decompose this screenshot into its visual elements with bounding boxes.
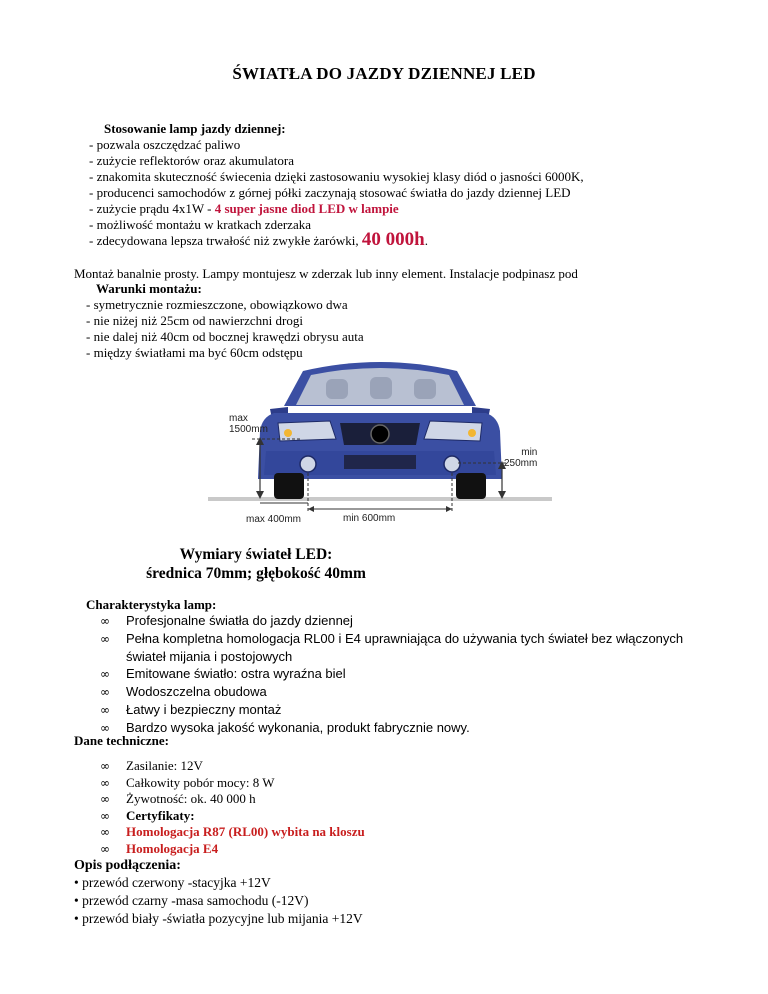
list-item: ∞ Zasilanie: 12V [100,758,203,773]
power-highlight: 4 super jasne diod LED w lampie [214,201,399,216]
bullet-icon: • [74,911,79,926]
car-illustration [208,351,552,535]
dimensions-line2: średnica 70mm; głębokość 40mm [146,565,366,582]
infinity-bullet-icon: ∞ [100,792,110,807]
car-seat [414,379,436,399]
infinity-bullet-icon: ∞ [100,632,110,646]
list-item: - nie dalej niż 40cm od bocznej krawędzi obrysu auta [86,329,364,344]
list-item: - pozwala oszczędzać paliwo [89,137,241,152]
list-item: • przewód biały -światła pozycyjne lub mijania +12V [74,911,363,926]
dimensions-line1: Wymiary świateł LED: [179,546,333,563]
list-item: - między światłami ma być 60cm odstępu [86,345,303,360]
list-item: ∞ Całkowity pobór mocy: 8 W [100,774,275,790]
features-list [100,612,683,737]
label-min-spacing: min 600mm [343,513,396,524]
infinity-bullet-icon: ∞ [100,808,110,823]
car-air-intake [344,455,416,469]
list-item: ∞ Emitowane światło: ostra wyraźna biel [100,666,346,681]
infinity-bullet-icon: ∞ [100,614,110,628]
list-item: • przewód czarny -masa samochodu (-12V) [74,893,309,908]
durability-suffix: . [424,233,428,248]
list-item: ∞ Żywotność: ok. 40 000 h [100,791,256,807]
durability-value: 40 000h [361,229,425,250]
dim-arrow [446,506,452,512]
list-item: - symetrycznie rozmieszczone, obowiązkowo dwa [86,297,348,312]
dim-arrow [308,506,314,512]
list-item-continuation: świateł mijania i postojowych [126,649,293,664]
car-indicator [468,429,476,437]
list-item: - producenci samochodów z górnej półki zaczynają stosować światła do jazdy dziennej LED [89,185,571,200]
list-item: ∞ Homologacja E4 [100,840,219,856]
car-indicator [284,429,292,437]
power-prefix: - zużycie prądu 4x1W - [89,201,215,216]
car-wheel [274,473,304,499]
bullet-icon: • [74,893,79,908]
features-heading: Charakterystyka lamp: [86,597,217,612]
list-item: ∞ Profesjonalne światła do jazdy dziennej [100,613,353,628]
car-seat [370,377,392,399]
bullet-icon: • [74,875,79,890]
car-dimension-figure [208,351,552,535]
infinity-bullet-icon: ∞ [100,759,110,773]
infinity-bullet-icon: ∞ [100,775,110,790]
infinity-bullet-icon: ∞ [100,703,110,717]
durability-prefix: - zdecydowana lepsza trwałość niż zwykłe żarówki, [89,233,362,248]
drl-light-right [444,456,460,472]
tech-heading: Dane techniczne: [74,733,169,748]
car-badge [371,425,389,443]
list-item: - nie niżej niż 25cm od nawierzchni drogi [86,313,303,328]
label-min-height: min 250mm [504,447,538,469]
installation-heading: Warunki montażu: [96,281,202,296]
drl-light-left [300,456,316,472]
list-item-durability [89,229,428,250]
list-item: • przewód czerwony -stacyjka +12V [74,875,271,890]
usage-heading: Stosowanie lamp jazdy dziennej: [104,121,286,136]
wiring-heading: Opis podłączenia: [74,858,181,873]
list-item: ∞ Bardzo wysoka jakość wykonania, produkt fabrycznie nowy. [100,720,470,735]
label-max-height: max 1500mm [229,413,268,435]
infinity-bullet-icon: ∞ [100,685,110,699]
list-item: - znakomita skuteczność świecenia dzięki zastosowaniu wysokiej klasy diód o jasności 6000K, [89,169,584,184]
wiring-list [74,874,363,928]
tech-list [100,758,365,858]
installation-intro: Montaż banalnie prosty. Lampy montujesz w zderzak lub inny element. Instalacje podpinasz pod [74,266,578,281]
list-item: - możliwość montażu w kratkach zderzaka [89,217,311,232]
list-item: ∞ Wodoszczelna obudowa [100,684,267,699]
car-wheel [456,473,486,499]
list-item: - zużycie reflektorów oraz akumulatora [89,153,295,168]
infinity-bullet-icon: ∞ [100,825,110,840]
list-item: ∞ Homologacja R87 (RL00) wybita na kloszu [100,824,365,840]
list-item: ∞ Łatwy i bezpieczny montaż [100,702,282,717]
infinity-bullet-icon: ∞ [100,667,110,681]
list-item: ∞ Certyfikaty: [100,807,195,823]
page-title: ŚWIATŁA DO JAZDY DZIENNEJ LED [232,64,536,83]
list-item-power [89,201,399,217]
infinity-bullet-icon: ∞ [100,841,110,856]
car-seat [326,379,348,399]
infinity-bullet-icon: ∞ [100,721,110,735]
label-max-side: max 400mm [246,514,302,525]
list-item: ∞ Pełna kompletna homologacja RL00 i E4 uprawniająca do używania tych świateł bez włączonych [100,631,684,646]
